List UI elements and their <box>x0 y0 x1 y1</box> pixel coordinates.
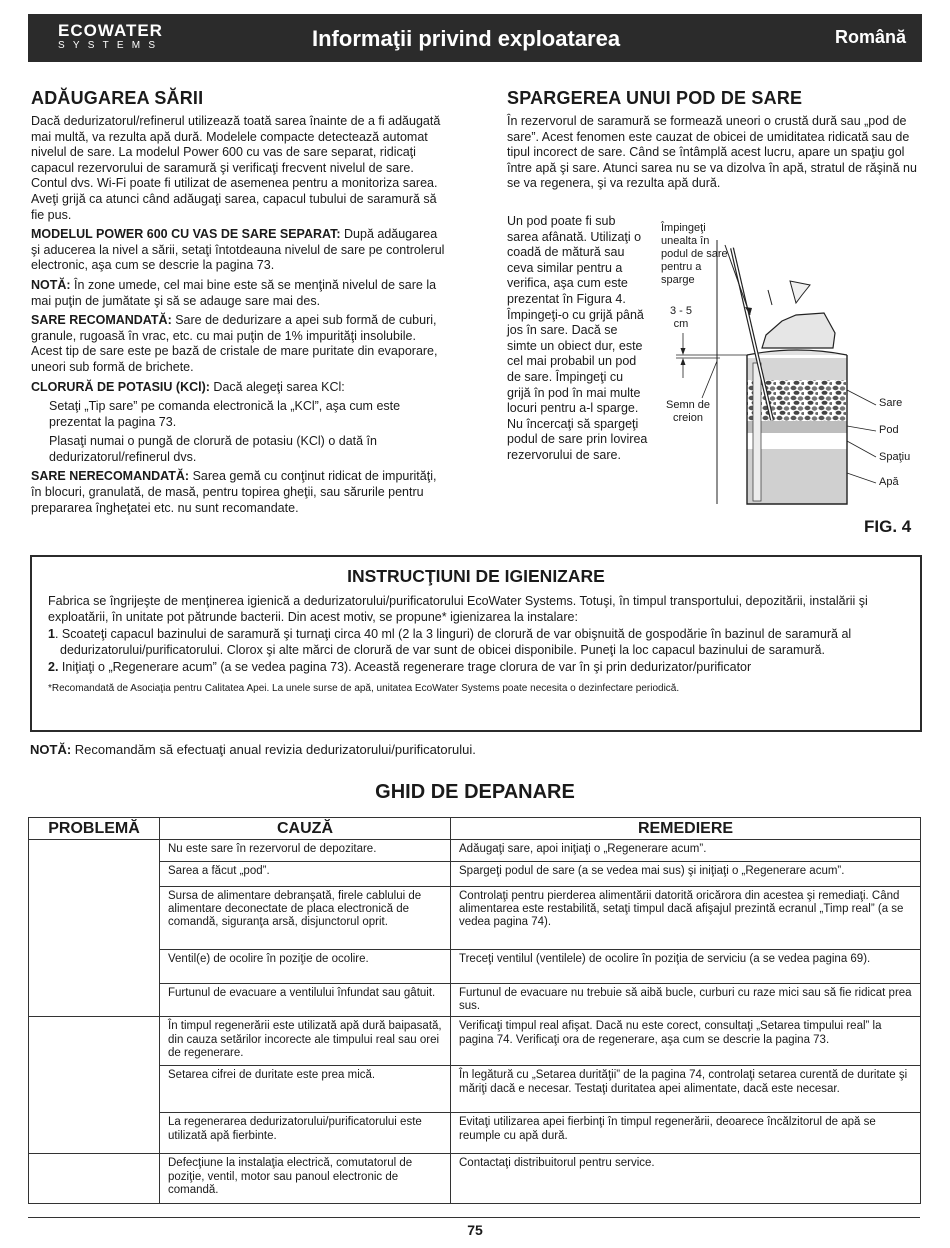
remedy-cell: Spargeţi podul de sare (a se vedea mai sus) şi iniţiaţi o „Regenerare acum”. <box>451 862 921 887</box>
table-row <box>29 887 921 950</box>
column-header-problem: PROBLEMĂ <box>29 818 160 840</box>
gap-arrowhead-top <box>681 348 686 355</box>
lid-arrow <box>768 290 772 305</box>
remedy-cell: Furtunul de evacuare nu trebuie să aibă bucle, curburi cu raze mici sau să fie ridicat prea sus. <box>451 984 921 1017</box>
fig-space-label: Spaţiu <box>879 451 911 463</box>
bridge-instructions-text: Un pod poate fi sub sarea afânată. Utilizaţi o coadă de mătură sau ceva similar pentru a verifica, aşa cum este prezentat în Figura 4. Împingeţi-o cu grijă până jos în sare. Dacă se simte un obiect dur, este cel mai probabil un pod de sare. Împingeţi cu grijă în pod în mai multe locuri pentru a-l sparge. Nu încercaţi să spargeţi podul de sare prin lovirea rezervorului de sare. <box>507 214 648 462</box>
note-label: NOTĂ: <box>30 742 72 757</box>
cause-cell: Furtunul de evacuare a ventilului înfundat sau gâtuit. <box>160 984 451 1017</box>
sanitizing-intro: Fabrica se îngrijeşte de menţinerea igienică a dedurizatorului/purificatorului EcoWater Systems. Totuşi, în timpul transportului, depozitării, instalării şi exploatării, în unitate pot pătrunde bacterii. Din acest motiv, se propune* igienizarea la instalare: <box>48 594 868 624</box>
table-row <box>29 1154 921 1204</box>
table-row <box>29 950 921 984</box>
problem-cell <box>29 887 160 950</box>
service-note <box>30 742 476 757</box>
table-row <box>29 1017 921 1066</box>
page-number: 75 <box>467 1222 483 1238</box>
step-text: . Scoateţi capacul bazinului de saramură şi turnaţi circa 40 ml (2 la 3 linguri) de clorură de var obişnuită de gospodărie în bazinul de saramură al dedurizatorului/purificatorului. Clorox şi alte mărci de clorură de var sunt de obicei disponibile. Puneţi la loc capacul bazinului de saramură. <box>54 627 852 657</box>
salt-recommended-text: Sare de dedurizare a apei sub formă de cuburi, granule, rugoasă în vrac, etc. cu mai puţin de 1% impurităţi insolubile. Acest tip de sare este pe bază de cristale de mare puritate din evaporare, uneori sub formă de brichete. <box>31 313 438 374</box>
ecowater-logo <box>58 22 163 52</box>
salt-not-recommended-text: Sarea gemă cu conţinut ridicat de impurităţi, în blocuri, granulată, de masă, pentru topirea gheţii, sau sărurile pentru prepararea îngheţatei etc. nu sunt recomandate. <box>31 469 437 515</box>
fig-bridge-label: Pod <box>879 424 899 436</box>
remedy-cell: Treceţi ventilul (ventilele) de ocolire în poziţia de serviciu (a se vedea pagina 69). <box>451 950 921 984</box>
salt-kcl-text: Dacă alegeţi sarea KCl: <box>209 379 345 394</box>
sanitizing-footnote: *Recomandată de Asociaţia pentru Calitatea Apei. La unele surse de apă, unitatea EcoWater Systems poate necesita o dezinfectare periodică. <box>48 682 680 694</box>
page-header <box>28 14 922 62</box>
pencil-mark-leader <box>702 361 717 398</box>
fig-gap-label: 3 - 5 cm <box>669 305 692 330</box>
salt-paragraph <box>31 313 449 375</box>
salt-kcl-item: Plasaţi numai o pungă de clorură de potasiu (KCl) o dată în dedurizatorul/refinerul dvs. <box>49 434 377 464</box>
tank-rim <box>747 350 847 355</box>
step-text: Iniţiaţi o „Regenerare acum” (a se vedea pagina 73). Această regenerare trage clorura de var în şi prin dedurizator/purificator <box>58 660 752 675</box>
salt-section-title: ADĂUGAREA SĂRII <box>31 88 204 108</box>
remedy-cell: Controlaţi pentru pierderea alimentării datorită oricărora din acestea şi remediaţi. Când alimentarea este restabilită, setaţi timpul dacă afişajul prezintă ecranul „Timp real” (a se vedea pagina 74). <box>451 887 921 950</box>
column-header-remedy: REMEDIERE <box>451 818 921 840</box>
column-header-cause: CAUZĂ <box>160 818 451 840</box>
problem-cell <box>29 950 160 984</box>
logo-subtitle: SYSTEMS <box>58 40 164 51</box>
fig-push-label: Împingeţi unealta în podul de sare pentru a sparge <box>661 222 728 286</box>
fig-pencil-label: Semn de creion <box>665 399 711 424</box>
sanitizing-step <box>48 660 898 676</box>
salt-section-body <box>31 114 449 516</box>
salt-paragraph <box>31 380 449 396</box>
troubleshooting-table <box>28 817 921 1204</box>
remedy-cell: Verificaţi timpul real afişat. Dacă nu este corect, consultaţi „Setarea timpului real” la pagina 74. Verificaţi ora de regenerare, aşa cum se descrie la pagina 73. <box>451 1017 921 1066</box>
salt-paragraph: Dacă dedurizatorul/refinerul utilizează toată sarea înainte de a fi adăugată mai multă, va rezulta apă dură. Modelele compacte detectează automat nivelul de sare. La modelul Power 600 cu vas de sare separat, ridicaţi capacul rezervorului de saramură şi verificaţi frecvent nivelul de sare. Contul dvs. Wi-Fi poate fi utilizat de asemenea pentru a monitoriza sarea. Aveţi grijă ca atunci când adăugaţi sarea, capacul tubului de saramură să fie pus. <box>31 114 441 222</box>
cause-cell: Nu este sare în rezervorul de depozitare. <box>160 840 451 862</box>
problem-cell <box>29 840 160 862</box>
cause-cell: Sarea a făcut „pod”. <box>160 862 451 887</box>
cause-cell: Setarea cifrei de duritate este prea mică. <box>160 1066 451 1113</box>
salt-not-recommended-label: SARE NERECOMANDATĂ: <box>31 469 190 484</box>
footer-divider <box>28 1217 920 1218</box>
tank-lid <box>762 313 835 348</box>
space-leader <box>847 441 876 457</box>
salt-layer <box>747 380 847 421</box>
bridge-intro-text: În rezervorul de saramură se formează uneori o crustă dură sau „pod de sare”. Acest fenomen este cauzat de obicei de umiditatea ridicată sau de tipul incorect de sare. Când se întâmplă acest lucru, apare un spaţiu gol între apă şi sare. Atunci sarea nu se va dizolva în apă, stratul de răşină nu se va regenera, şi va rezulta apă dură. <box>507 114 917 191</box>
salt-recommended-label: SARE RECOMANDATĂ: <box>31 313 172 328</box>
sanitizing-body <box>48 594 898 697</box>
gap-arrowhead-bottom <box>681 358 686 365</box>
fig-water-label: Apă <box>879 476 899 488</box>
brine-well-tube <box>753 363 761 501</box>
salt-note-label: NOTĂ: <box>31 277 71 292</box>
salt-bridge-layer <box>747 421 847 433</box>
salt-power600-text: După adăugarea şi aducerea la nivel a sării, setaţi întotdeauna nivelul de sare pe controlerul electronic, aşa cum se descrie la pagina 73. <box>31 227 445 273</box>
cause-cell: Ventil(e) de ocolire în poziţie de ocolire. <box>160 950 451 984</box>
step-number: 2. <box>48 660 59 675</box>
page-title: Informaţii privind exploatarea <box>312 26 621 51</box>
problem-cell <box>29 862 160 887</box>
table-row <box>29 840 921 862</box>
salt-kcl-label: CLORURĂ DE POTASIU (KCl): <box>31 379 210 394</box>
salt-paragraph <box>31 278 449 309</box>
language-label: Română <box>834 27 906 47</box>
problem-cell <box>29 1066 160 1113</box>
note-text: Recomandăm să efectuaţi anual revizia dedurizatorului/purificatorului. <box>71 742 476 757</box>
bridge-leader <box>847 426 876 431</box>
cause-cell: Defecţiune la instalaţia electrică, comutatorul de poziţie, ventil, motor sau panoul electronic de comandă. <box>160 1154 451 1204</box>
problem-cell <box>29 1113 160 1154</box>
salt-leader <box>847 390 876 405</box>
logo-wordmark: ECOWATER <box>58 21 163 40</box>
table-row <box>29 1066 921 1113</box>
empty-space-layer <box>747 433 847 449</box>
sanitizing-step <box>48 627 898 658</box>
problem-cell <box>29 1017 160 1066</box>
table-row <box>29 984 921 1017</box>
cause-cell: În timpul regenerării este utilizată apă dură baipasată, din cauza setărilor incorecte ale timpului real sau orei de regenerare. <box>160 1017 451 1066</box>
remedy-cell: Contactaţi distribuitorul pentru service. <box>451 1154 921 1204</box>
remedy-cell: În legătură cu „Setarea durităţii” de la pagina 74, controlaţi setarea curentă de duritate şi măriţi dacă e necesar. Testaţi duritatea apei alimentate, dacă este necesar. <box>451 1066 921 1113</box>
salt-note-text: În zone umede, cel mai bine este să se menţină nivelul de sare la mai puţin de jumătate şi să se adauge sare mai des. <box>31 277 437 308</box>
sanitizing-box <box>30 555 922 732</box>
salt-paragraph <box>31 227 449 274</box>
water-layer <box>747 449 847 504</box>
remedy-cell: Evitaţi utilizarea apei fierbinţi în timpul regenerării, deoarece încălzitorul de apă se reumple cu apă dură. <box>451 1113 921 1154</box>
table-header-row <box>29 818 921 840</box>
sanitizing-title: INSTRUCŢIUNI DE IGIENIZARE <box>347 566 605 586</box>
table-row <box>29 1113 921 1154</box>
water-leader <box>847 473 876 483</box>
problem-cell <box>29 984 160 1017</box>
step-number: 1 <box>48 627 55 642</box>
cause-cell: Sursa de alimentare debranşată, firele cablului de alimentare deconectate de placa electronică de comandă, siguranţa arsă, disjunctorul oprit. <box>160 887 451 950</box>
figure-caption: FIG. 4 <box>864 517 912 536</box>
troubleshooting-title: GHID DE DEPANARE <box>375 781 575 803</box>
salt-paragraph <box>31 469 449 516</box>
remedy-cell: Adăugaţi sare, apoi iniţiaţi o „Regenerare acum”. <box>451 840 921 862</box>
lid-lifted-icon <box>790 281 810 303</box>
cause-cell: La regenerarea dedurizatorului/purificatorului este utilizată apă fierbinte. <box>160 1113 451 1154</box>
table-row <box>29 862 921 887</box>
fig-salt-label: Sare <box>879 397 903 409</box>
salt-power600-label: MODELUL POWER 600 CU VAS DE SARE SEPARAT: <box>31 227 341 242</box>
problem-cell <box>29 1154 160 1204</box>
salt-kcl-item: Setaţi „Tip sare” pe comanda electronică la „KCl”, aşa cum este prezentat la pagina 73. <box>49 399 401 429</box>
bridge-section-title: SPARGEREA UNUI POD DE SARE <box>507 88 803 108</box>
